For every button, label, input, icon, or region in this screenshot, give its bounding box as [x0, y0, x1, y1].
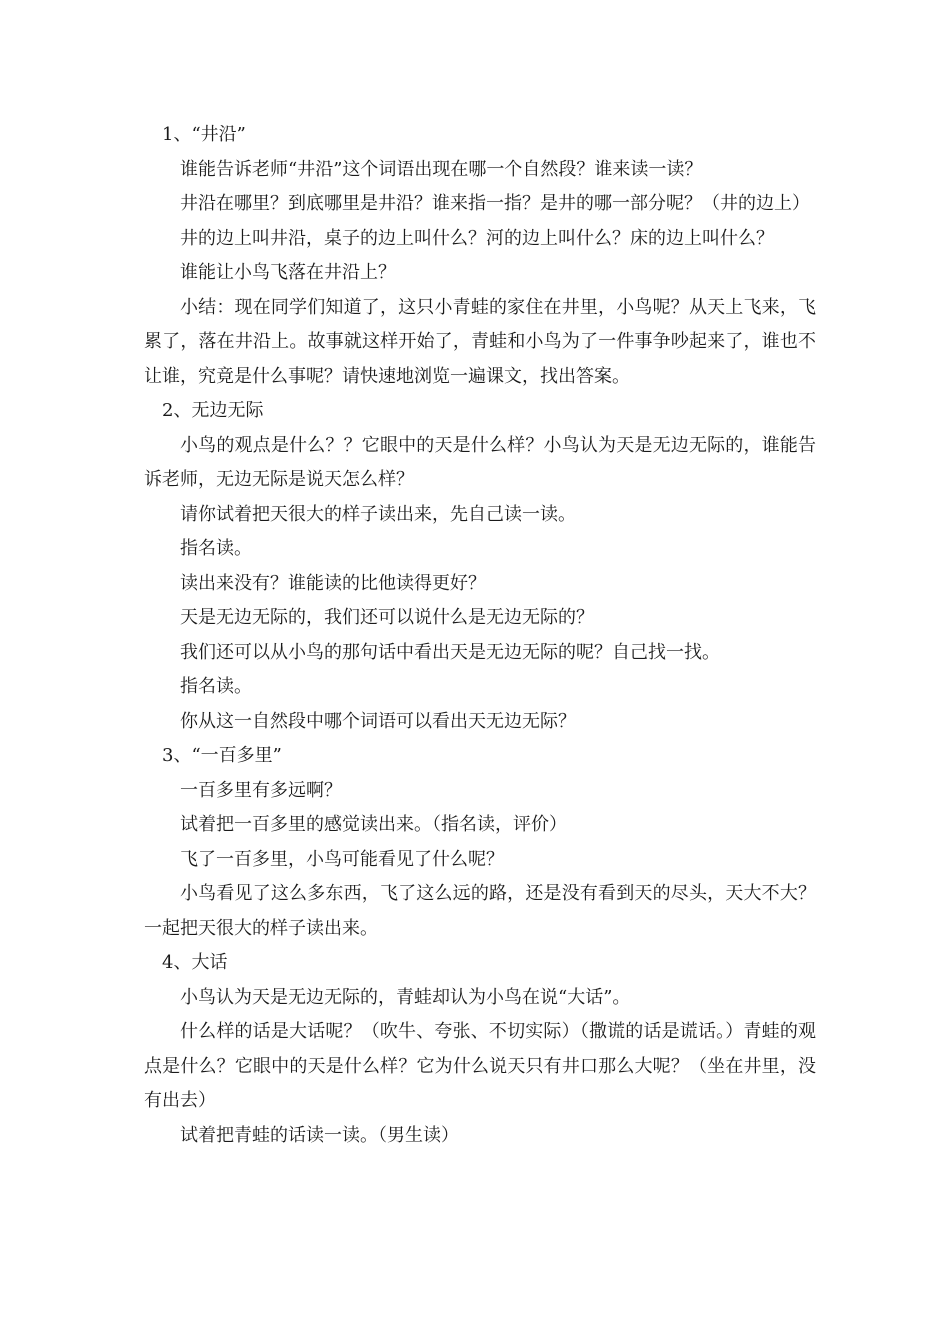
paragraph: 飞了一百多里，小鸟可能看见了什么呢？: [180, 848, 504, 870]
paragraph: 小鸟认为天是无边无际的，青蛙却认为小鸟在说“大话”。: [180, 986, 631, 1008]
paragraph: 井沿在哪里？到底哪里是井沿？谁来指一指？是井的哪一部分呢？（井的边上）: [180, 193, 810, 214]
paragraph: 指名读。: [180, 538, 252, 559]
paragraph: 你从这一自然段中哪个词语可以看出天无边无际？: [180, 710, 576, 732]
paragraph: 什么样的话是大话呢？（吹牛、夸张、不切实际）（撒谎的话是谎话。）青蛙的观点是什么？它眼中的天是什么样？它为什么说天只有井口那么大呢？（坐在井里，没有出去）: [144, 1021, 816, 1111]
paragraph: 指名读。: [180, 676, 252, 697]
paragraph: 小鸟看见了这么多东西，飞了这么远的路，还是没有看到天的尽头，天大不大？一起把天很大的样子读出来。: [144, 883, 816, 939]
paragraph: 谁能告诉老师“井沿”这个词语出现在哪一个自然段？谁来读一读？: [180, 158, 703, 180]
paragraph: 小鸟的观点是什么？？它眼中的天是什么样？小鸟认为天是无边无际的，谁能告诉老师，无边无际是说天怎么样？: [144, 434, 816, 490]
section-heading: 2、无边无际: [162, 400, 264, 421]
paragraph: 请你试着把天很大的样子读出来，先自己读一读。: [180, 503, 576, 525]
paragraph: 我们还可以从小鸟的那句话中看出天是无边无际的呢？自己找一找。: [180, 641, 720, 663]
section-heading: 4、大话: [162, 952, 228, 973]
section-heading: 1、“井沿”: [162, 124, 246, 145]
paragraph: 读出来没有？谁能读的比他读得更好？: [180, 572, 486, 594]
paragraph: 小结：现在同学们知道了，这只小青蛙的家住在井里，小鸟呢？从天上飞来，飞累了，落在井沿上。故事就这样开始了，青蛙和小鸟为了一件事争吵起来了，谁也不让谁，究竟是什么事呢？请快速地浏览一遍课文，找出答案。: [144, 296, 816, 387]
paragraph: 天是无边无际的，我们还可以说什么是无边无际的？: [180, 607, 594, 628]
section-heading: 3、“一百多里”: [162, 745, 282, 766]
lesson-text: [144, 118, 816, 1153]
paragraph: 试着把一百多里的感觉读出来。（指名读，评价）: [180, 814, 567, 835]
paragraph: 井的边上叫井沿，桌子的边上叫什么？河的边上叫什么？床的边上叫什么？: [180, 227, 774, 249]
paragraph: 试着把青蛙的话读一读。（男生读）: [180, 1124, 459, 1146]
paragraph: 一百多里有多远啊？: [180, 779, 342, 801]
paragraph: 谁能让小鸟飞落在井沿上？: [180, 262, 396, 283]
